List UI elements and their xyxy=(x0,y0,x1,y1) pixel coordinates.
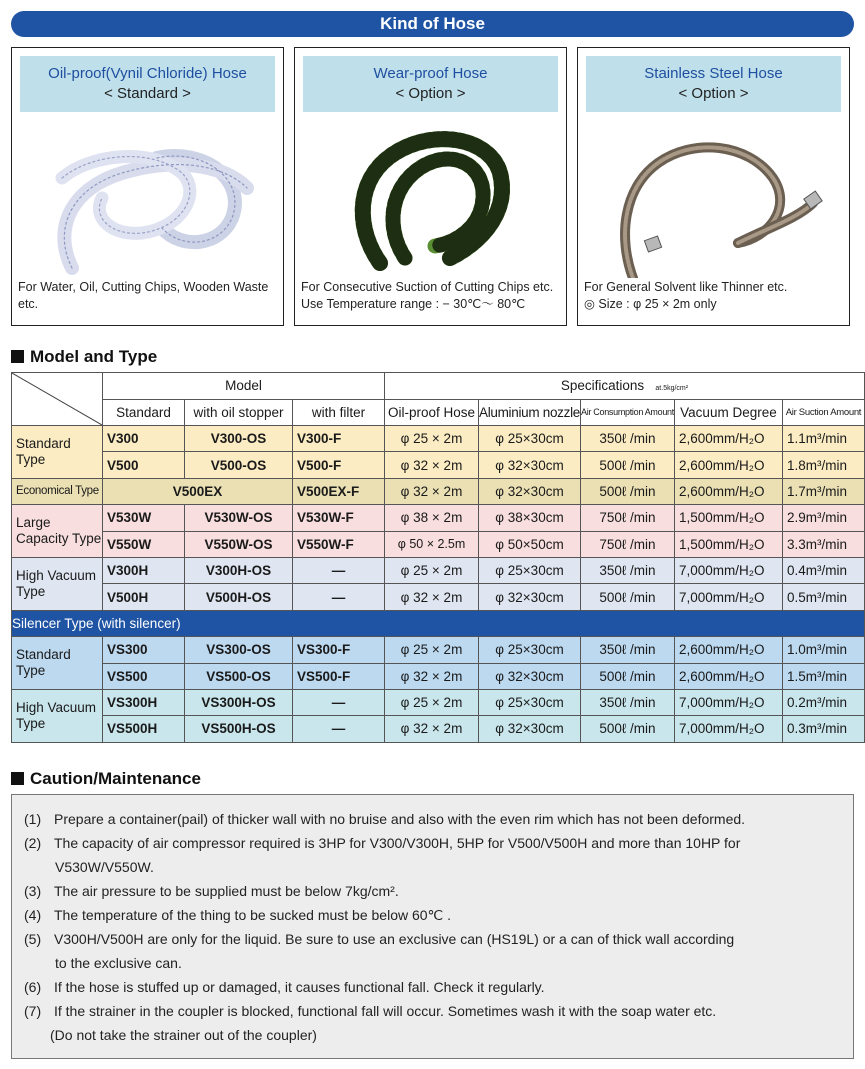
hose-desc-line-2: ◎ Size : φ 25 × 2m only xyxy=(584,297,717,311)
spec-cell: 750ℓ /min xyxy=(581,505,675,531)
spec-header-text: Specifications xyxy=(560,378,645,394)
group-label-silencer-standard: Standard Type xyxy=(12,637,103,690)
spec-cell: 2.9m³/min xyxy=(782,505,864,531)
model-cell: V550W xyxy=(103,531,185,557)
hose-desc-line-2: Use Temperature range : − 30℃～ 80℃ xyxy=(301,297,526,311)
col-header-air-consumption: Air Consumption Amount xyxy=(581,399,675,426)
diagonal-corner-cell xyxy=(12,373,103,426)
model-cell: VS300-OS xyxy=(185,637,293,663)
table-row xyxy=(12,531,865,557)
col-header-oil-stopper: with oil stopper xyxy=(185,399,293,426)
caution-item xyxy=(24,1000,716,1022)
caution-text: The air pressure to be supplied must be below 7kg/cm². xyxy=(54,883,399,899)
silencer-type-label: Silencer Type (with silencer) xyxy=(12,610,865,636)
spec-cell: 0.5m³/min xyxy=(782,584,864,610)
model-cell: V530W-OS xyxy=(185,505,293,531)
spec-cell: φ 38×30cm xyxy=(479,505,581,531)
caution-item xyxy=(24,928,734,950)
spec-cell: 2,600mm/H₂O xyxy=(674,426,782,452)
caution-item xyxy=(24,832,740,854)
caution-continuation: V530W/V550W. xyxy=(55,859,154,875)
caution-number: (2) xyxy=(24,835,42,851)
clear-hose-image xyxy=(32,118,265,278)
table-row xyxy=(12,689,865,715)
caution-box xyxy=(11,794,854,1059)
model-cell: V500H xyxy=(103,584,185,610)
caution-text: The capacity of air compressor required is 3HP for V300/V300H, 5HP for V500/V500H and more than 10HP for xyxy=(54,835,741,851)
stainless-hose-image xyxy=(598,118,831,278)
spec-cell: 500ℓ /min xyxy=(581,452,675,478)
model-cell: VS500-F xyxy=(293,663,385,689)
model-cell: VS500-OS xyxy=(185,663,293,689)
model-cell: VS500H xyxy=(103,716,185,742)
spec-cell: 2,600mm/H₂O xyxy=(674,663,782,689)
caution-number: (7) xyxy=(24,1003,42,1019)
diagonal-line-icon xyxy=(12,373,102,425)
spec-cell: 350ℓ /min xyxy=(581,426,675,452)
spec-cell: φ 25×30cm xyxy=(479,637,581,663)
spec-cell: φ 25 × 2m xyxy=(385,689,479,715)
col-header-vacuum-degree: Vacuum Degree xyxy=(674,399,782,426)
model-cell: V300-OS xyxy=(185,426,293,452)
spec-cell: φ 25×30cm xyxy=(479,557,581,583)
model-cell: VS300H-OS xyxy=(185,689,293,715)
model-cell: V300 xyxy=(103,426,185,452)
spec-cell: φ 32×30cm xyxy=(479,452,581,478)
model-cell: V500 xyxy=(103,452,185,478)
caution-item xyxy=(24,808,745,830)
table-header-row-1 xyxy=(12,373,865,400)
caution-number: (6) xyxy=(24,979,42,995)
hose-card-header xyxy=(303,56,558,112)
table-row xyxy=(12,584,865,610)
spec-cell: 750ℓ /min xyxy=(581,531,675,557)
model-cell: — xyxy=(293,716,385,742)
spec-cell: φ 25 × 2m xyxy=(385,557,479,583)
hose-card-stainless xyxy=(577,47,850,326)
hose-card-wear-proof xyxy=(294,47,567,326)
spec-cell: φ 32 × 2m xyxy=(385,452,479,478)
hose-description xyxy=(18,279,280,313)
section-title-text: Model and Type xyxy=(30,347,158,366)
model-cell: VS500H-OS xyxy=(185,716,293,742)
spec-cell: 1,500mm/H₂O xyxy=(674,531,782,557)
spec-cell: φ 32×30cm xyxy=(479,478,581,504)
spec-cell: 7,000mm/H₂O xyxy=(674,584,782,610)
caution-text: The temperature of the thing to be sucked must be below 60℃ . xyxy=(54,907,452,923)
table-row xyxy=(12,478,865,504)
caution-text: If the hose is stuffed up or damaged, it causes functional fall. Check it regularly. xyxy=(54,979,545,995)
caution-number: (3) xyxy=(24,883,42,899)
model-cell: V530W xyxy=(103,505,185,531)
model-cell: VS500 xyxy=(103,663,185,689)
caution-continuation: (Do not take the strainer out of the coupler) xyxy=(50,1027,317,1043)
table-row xyxy=(12,452,865,478)
square-bullet-icon xyxy=(11,772,24,785)
model-spec-table xyxy=(11,372,865,743)
hose-desc-line-1: For General Solvent like Thinner etc. xyxy=(584,280,788,294)
spec-cell: 0.3m³/min xyxy=(782,716,864,742)
hose-subtitle: < Option > xyxy=(678,85,749,102)
caution-item xyxy=(24,904,451,926)
square-bullet-icon xyxy=(11,350,24,363)
caution-number: (4) xyxy=(24,907,42,923)
table-row xyxy=(12,426,865,452)
spec-cell: 0.4m³/min xyxy=(782,557,864,583)
group-label-standard: Standard Type xyxy=(12,426,103,479)
model-cell: V550W-F xyxy=(293,531,385,557)
green-hose-image xyxy=(315,118,548,278)
table-header-row-2 xyxy=(12,399,865,426)
spec-cell: φ 32 × 2m xyxy=(385,584,479,610)
model-cell: — xyxy=(293,584,385,610)
hose-description xyxy=(301,279,563,313)
group-label-high-vacuum: High Vacuum Type xyxy=(12,557,103,610)
spec-cell: 500ℓ /min xyxy=(581,716,675,742)
model-cell: V550W-OS xyxy=(185,531,293,557)
group-label-silencer-high-vacuum: High Vacuum Type xyxy=(12,689,103,742)
hose-title: Wear-proof Hose xyxy=(373,65,488,82)
spec-cell: 7,000mm/H₂O xyxy=(674,557,782,583)
spec-cell: 7,000mm/H₂O xyxy=(674,716,782,742)
model-cell: V500EX-F xyxy=(293,478,385,504)
spec-cell: 500ℓ /min xyxy=(581,478,675,504)
spec-cell: 2,600mm/H₂O xyxy=(674,637,782,663)
model-cell: V300-F xyxy=(293,426,385,452)
spec-cell: 500ℓ /min xyxy=(581,663,675,689)
group-label-economical: Economical Type xyxy=(12,478,103,504)
spec-header xyxy=(385,373,865,400)
hose-description xyxy=(584,279,846,313)
model-cell: V500-OS xyxy=(185,452,293,478)
table-row xyxy=(12,505,865,531)
spec-cell: 1.1m³/min xyxy=(782,426,864,452)
spec-cell: 1.7m³/min xyxy=(782,478,864,504)
spec-cell: φ 38 × 2m xyxy=(385,505,479,531)
section-title-text: Caution/Maintenance xyxy=(30,769,201,788)
col-header-air-suction: Air Suction Amount xyxy=(782,399,864,426)
model-cell: — xyxy=(293,689,385,715)
spec-cell: φ 32 × 2m xyxy=(385,716,479,742)
spec-cell: φ 25 × 2m xyxy=(385,426,479,452)
model-cell: VS300 xyxy=(103,637,185,663)
spec-cell: 500ℓ /min xyxy=(581,584,675,610)
spec-cell: 0.2m³/min xyxy=(782,689,864,715)
spec-cell: φ 32×30cm xyxy=(479,716,581,742)
silencer-type-row xyxy=(12,610,865,636)
model-cell: VS300-F xyxy=(293,637,385,663)
hose-card-header xyxy=(586,56,841,112)
hose-title: Stainless Steel Hose xyxy=(644,65,783,82)
spec-cell: φ 32×30cm xyxy=(479,663,581,689)
model-cell: V500EX xyxy=(103,478,293,504)
caution-text: V300H/V500H are only for the liquid. Be sure to use an exclusive can (HS19L) or a can of thick wall according xyxy=(54,931,735,947)
model-cell: V300H-OS xyxy=(185,557,293,583)
caution-item xyxy=(24,976,545,998)
caution-number: (5) xyxy=(24,931,42,947)
caution-item xyxy=(24,880,399,902)
hose-desc-line-1: For Consecutive Suction of Cutting Chips etc. xyxy=(301,280,554,294)
spec-cell: φ 32 × 2m xyxy=(385,663,479,689)
spec-cell: 350ℓ /min xyxy=(581,557,675,583)
caution-number: (1) xyxy=(24,811,42,827)
spec-cell: 1.8m³/min xyxy=(782,452,864,478)
model-cell: VS300H xyxy=(103,689,185,715)
spec-cell: 2,600mm/H₂O xyxy=(674,452,782,478)
hose-card-header xyxy=(20,56,275,112)
spec-cell: 1.0m³/min xyxy=(782,637,864,663)
caution-text: If the strainer in the coupler is blocked, functional fall will occur. Sometimes wash it with the soap water etc. xyxy=(54,1003,717,1019)
group-label-large-capacity: Large Capacity Type xyxy=(12,505,103,558)
spec-cell: φ 25×30cm xyxy=(479,426,581,452)
caution-text: Prepare a container(pail) of thicker wall with no bruise and also with the even rim which has not been deformed. xyxy=(54,811,746,827)
section-title-model xyxy=(11,347,157,367)
section-title-caution xyxy=(11,769,201,789)
table-row xyxy=(12,637,865,663)
model-header: Model xyxy=(103,373,385,400)
model-cell: V500H-OS xyxy=(185,584,293,610)
spec-cell: φ 50 × 2.5m xyxy=(385,531,479,557)
model-cell: — xyxy=(293,557,385,583)
col-header-oil-proof-hose: Oil-proof Hose xyxy=(385,399,479,426)
table-row xyxy=(12,716,865,742)
spec-cell: 7,000mm/H₂O xyxy=(674,689,782,715)
table-row xyxy=(12,557,865,583)
model-cell: V500-F xyxy=(293,452,385,478)
hose-subtitle: < Option > xyxy=(395,85,466,102)
caution-continuation: to the exclusive can. xyxy=(55,955,182,971)
hose-desc-line-2: etc. xyxy=(18,297,39,311)
spec-cell: φ 32 × 2m xyxy=(385,478,479,504)
hose-title: Oil-proof(Vynil Chloride) Hose xyxy=(48,65,247,82)
spec-cell: 1,500mm/H₂O xyxy=(674,505,782,531)
hose-card-oil-proof xyxy=(11,47,284,326)
table-row xyxy=(12,663,865,689)
model-cell: V300H xyxy=(103,557,185,583)
spec-cell: φ 50×50cm xyxy=(479,531,581,557)
hose-desc-line-1: For Water, Oil, Cutting Chips, Wooden Waste xyxy=(18,280,269,294)
spec-cell: φ 32×30cm xyxy=(479,584,581,610)
kind-of-hose-banner: Kind of Hose xyxy=(11,11,854,37)
spec-cell: φ 25×30cm xyxy=(479,689,581,715)
spec-cell: 2,600mm/H₂O xyxy=(674,478,782,504)
col-header-standard: Standard xyxy=(103,399,185,426)
col-header-aluminium-nozzle: Aluminium nozzle xyxy=(479,399,581,426)
spec-cell: 3.3m³/min xyxy=(782,531,864,557)
col-header-filter: with filter xyxy=(293,399,385,426)
spec-header-note: at.5kg/cm² xyxy=(655,385,689,393)
spec-cell: 350ℓ /min xyxy=(581,637,675,663)
spec-cell: 350ℓ /min xyxy=(581,689,675,715)
spec-cell: 1.5m³/min xyxy=(782,663,864,689)
spec-cell: φ 25 × 2m xyxy=(385,637,479,663)
hose-subtitle: < Standard > xyxy=(104,85,191,102)
model-cell: V530W-F xyxy=(293,505,385,531)
